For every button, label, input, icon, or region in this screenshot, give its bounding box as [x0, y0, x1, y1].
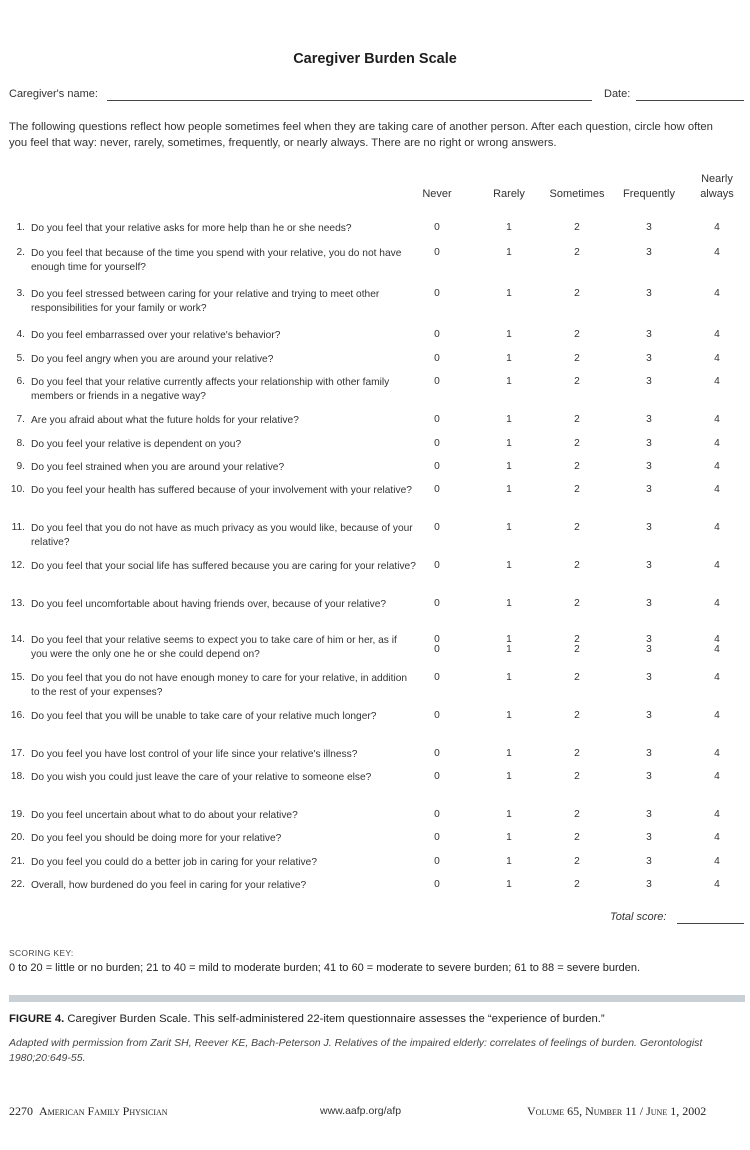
total-score-field[interactable] — [677, 923, 744, 924]
score-option[interactable]: 2 — [574, 288, 580, 299]
score-option[interactable]: 0 — [434, 748, 440, 759]
footer-issue — [527, 1104, 706, 1119]
score-option[interactable]: 0 — [434, 598, 440, 609]
question-number: 7. — [16, 414, 25, 425]
score-option[interactable]: 4 — [714, 222, 720, 233]
scoring-key-text: 0 to 20 = little or no burden; 21 to 40 = mild to moderate burden; 41 to 60 = moderate to severe burden; 61 to 88 = severe burden. — [9, 962, 641, 974]
score-option[interactable]: 4 — [714, 879, 720, 890]
score-option[interactable]: 3 — [646, 748, 652, 759]
score-option[interactable]: 3 — [646, 222, 652, 233]
question-number: 21. — [10, 856, 25, 867]
footer-issue-text: Volume 65, Number 11 / June 1, 2002 — [527, 1104, 707, 1118]
score-option[interactable]: 1 — [506, 856, 512, 867]
score-option[interactable]: 1 — [506, 634, 512, 645]
question-number: 20. — [10, 832, 25, 843]
question-text: Do you wish you could just leave the care of your relative to someone else? — [31, 772, 372, 783]
score-option[interactable]: 3 — [646, 710, 652, 721]
score-option[interactable]: 0 — [434, 634, 440, 645]
score-option[interactable]: 3 — [646, 832, 652, 843]
score-option[interactable]: 1 — [506, 879, 512, 890]
question-text: Do you feel strained when you are around your relative? — [31, 462, 285, 473]
score-option[interactable]: 2 — [574, 832, 580, 843]
score-option[interactable]: 0 — [434, 560, 440, 571]
score-option[interactable]: 0 — [434, 329, 440, 340]
question-text: Do you feel that your social life has suffered because you are caring for your relative? — [31, 561, 416, 572]
question-text: Do you feel stressed between caring for your relative and trying to meet other responsibilities for your family or work? — [31, 289, 380, 314]
score-option[interactable]: 4 — [714, 414, 720, 425]
column-header-2: Rarely — [493, 188, 525, 200]
score-option[interactable]: 2 — [574, 414, 580, 425]
score-option[interactable]: 3 — [646, 672, 652, 683]
score-option[interactable]: 1 — [506, 438, 512, 449]
score-option[interactable]: 4 — [714, 771, 720, 782]
score-option[interactable]: 4 — [714, 748, 720, 759]
score-option[interactable]: 3 — [646, 560, 652, 571]
score-option[interactable]: 0 — [434, 288, 440, 299]
score-option[interactable]: 3 — [646, 879, 652, 890]
score-option[interactable]: 4 — [714, 856, 720, 867]
date-field[interactable] — [636, 100, 744, 101]
score-option[interactable]: 0 — [434, 461, 440, 472]
question-number: 18. — [10, 771, 25, 782]
score-option[interactable]: 2 — [574, 438, 580, 449]
score-option[interactable]: 2 — [574, 376, 580, 387]
question-number: 14. — [10, 634, 25, 645]
footer-page-number: 2270 — [9, 1104, 33, 1118]
score-option[interactable]: 4 — [714, 247, 720, 258]
score-option[interactable]: 2 — [574, 634, 580, 645]
question-text: Overall, how burdened do you feel in caring for your relative? — [31, 880, 307, 891]
score-option[interactable]: 0 — [434, 879, 440, 890]
score-option[interactable]: 3 — [646, 634, 652, 645]
column-header-5: Nearly always — [700, 173, 734, 200]
question-number: 10. — [10, 484, 25, 495]
score-option[interactable]: 1 — [506, 329, 512, 340]
score-option[interactable]: 0 — [434, 522, 440, 533]
question-number: 17. — [10, 748, 25, 759]
question-text: Do you feel that you do not have as much privacy as you would like, because of your relative? — [31, 523, 413, 548]
score-option[interactable]: 1 — [506, 484, 512, 495]
score-option[interactable]: 3 — [646, 353, 652, 364]
question-number: 5. — [16, 353, 25, 364]
score-option[interactable]: 0 — [434, 832, 440, 843]
question-text: Do you feel your health has suffered because of your involvement with your relative? — [31, 485, 412, 496]
question-text: Do you feel that your relative currently affects your relationship with other family members or friends in a negative way? — [31, 377, 390, 402]
score-option[interactable]: 4 — [714, 484, 720, 495]
score-option[interactable]: 2 — [574, 644, 580, 655]
score-option[interactable]: 3 — [646, 484, 652, 495]
score-option[interactable]: 1 — [506, 222, 512, 233]
question-number: 15. — [10, 672, 25, 683]
score-option[interactable]: 3 — [646, 522, 652, 533]
score-option[interactable]: 0 — [434, 353, 440, 364]
score-option[interactable]: 0 — [434, 438, 440, 449]
score-option[interactable]: 4 — [714, 560, 720, 571]
score-option[interactable]: 1 — [506, 644, 512, 655]
score-option[interactable]: 1 — [506, 809, 512, 820]
score-option[interactable]: 4 — [714, 644, 720, 655]
score-option[interactable]: 2 — [574, 710, 580, 721]
score-option[interactable]: 0 — [434, 856, 440, 867]
score-option[interactable]: 1 — [506, 560, 512, 571]
score-option[interactable]: 2 — [574, 672, 580, 683]
figure-label: FIGURE 4. — [9, 1013, 65, 1025]
question-text: Do you feel you have lost control of your life since your relative's illness? — [31, 749, 358, 760]
figure-caption — [9, 1013, 605, 1025]
date-label: Date: — [604, 88, 631, 100]
score-option[interactable]: 3 — [646, 809, 652, 820]
column-header-4: Frequently — [623, 188, 675, 200]
total-score-label: Total score: — [610, 911, 667, 923]
score-option[interactable]: 1 — [506, 672, 512, 683]
question-number: 13. — [10, 598, 25, 609]
caregiver-name-label: Caregiver's name: — [9, 88, 98, 100]
score-option[interactable]: 2 — [574, 598, 580, 609]
score-option[interactable]: 4 — [714, 329, 720, 340]
score-option[interactable]: 4 — [714, 353, 720, 364]
score-option[interactable]: 0 — [434, 644, 440, 655]
caregiver-name-field[interactable] — [107, 100, 592, 101]
score-option[interactable]: 1 — [506, 748, 512, 759]
score-option[interactable]: 4 — [714, 288, 720, 299]
question-number: 4. — [16, 329, 25, 340]
question-text: Do you feel that your relative asks for more help than he or she needs? — [31, 223, 352, 234]
score-option[interactable]: 1 — [506, 710, 512, 721]
score-option[interactable]: 1 — [506, 353, 512, 364]
score-option[interactable]: 1 — [506, 461, 512, 472]
score-option[interactable]: 4 — [714, 376, 720, 387]
question-text: Do you feel that because of the time you spend with your relative, you do not have enough time for yourself? — [31, 248, 402, 273]
column-header-3: Sometimes — [549, 188, 605, 200]
question-text: Do you feel you could do a better job in caring for your relative? — [31, 857, 317, 868]
question-number: 19. — [10, 809, 25, 820]
question-number: 1. — [16, 222, 25, 233]
score-option[interactable]: 3 — [646, 461, 652, 472]
score-option[interactable]: 3 — [646, 771, 652, 782]
score-option[interactable]: 0 — [434, 771, 440, 782]
score-option[interactable]: 3 — [646, 598, 652, 609]
score-option[interactable]: 2 — [574, 484, 580, 495]
question-text: Do you feel embarrassed over your relative's behavior? — [31, 330, 281, 341]
score-option[interactable]: 0 — [434, 414, 440, 425]
figure-caption-text: Caregiver Burden Scale. This self-administered 22-item questionnaire assesses the “experience of burden.” — [67, 1013, 605, 1025]
score-option[interactable]: 2 — [574, 222, 580, 233]
divider-band — [9, 995, 745, 1002]
question-number: 12. — [10, 560, 25, 571]
question-number: 8. — [16, 438, 25, 449]
question-text: Do you feel that you will be unable to take care of your relative much longer? — [31, 711, 377, 722]
figure-attribution: Adapted with permission from Zarit SH, Reever KE, Bach-Peterson J. Relatives of the impaired elderly: correlates of feelings of burden. Gerontologist 1980;20:649-55. — [9, 1037, 703, 1064]
score-option[interactable]: 4 — [714, 461, 720, 472]
score-option[interactable]: 4 — [714, 809, 720, 820]
score-option[interactable]: 4 — [714, 832, 720, 843]
scoring-key-label: SCORING KEY: — [9, 948, 74, 958]
score-option[interactable]: 2 — [574, 461, 580, 472]
score-option[interactable]: 3 — [646, 247, 652, 258]
score-option[interactable]: 2 — [574, 353, 580, 364]
score-option[interactable]: 0 — [434, 710, 440, 721]
score-option[interactable]: 2 — [574, 856, 580, 867]
score-option[interactable]: 4 — [714, 438, 720, 449]
score-option[interactable]: 2 — [574, 809, 580, 820]
score-option[interactable]: 1 — [506, 771, 512, 782]
question-number: 11. — [11, 522, 25, 533]
score-option[interactable]: 3 — [646, 288, 652, 299]
question-text: Do you feel that you do not have enough money to care for your relative, in addition to the rest of your expenses? — [31, 673, 408, 698]
score-option[interactable]: 1 — [506, 376, 512, 387]
score-option[interactable]: 2 — [574, 329, 580, 340]
score-option[interactable]: 0 — [434, 672, 440, 683]
score-option[interactable]: 3 — [646, 329, 652, 340]
score-option[interactable]: 3 — [646, 376, 652, 387]
score-option[interactable]: 0 — [434, 376, 440, 387]
score-option[interactable]: 4 — [714, 598, 720, 609]
score-option[interactable]: 2 — [574, 522, 580, 533]
question-number: 9. — [16, 461, 25, 472]
footer-url[interactable]: www.aafp.org/afp — [320, 1105, 402, 1117]
instructions-text: The following questions reflect how people sometimes feel when they are taking care of another person. After each question, circle how often you feel that way: never, rarely, sometimes, frequently, or nearly always. There are no right or wrong answers. — [9, 121, 713, 149]
score-option[interactable]: 3 — [646, 856, 652, 867]
question-number: 22. — [10, 879, 25, 890]
score-option[interactable]: 1 — [506, 288, 512, 299]
score-option[interactable]: 4 — [714, 634, 720, 645]
score-option[interactable]: 3 — [646, 438, 652, 449]
score-option[interactable]: 3 — [646, 644, 652, 655]
score-option[interactable]: 0 — [434, 222, 440, 233]
score-option[interactable]: 2 — [574, 247, 580, 258]
question-text: Do you feel angry when you are around your relative? — [31, 354, 274, 365]
question-number: 16. — [10, 710, 25, 721]
score-option[interactable]: 2 — [574, 560, 580, 571]
score-option[interactable]: 1 — [506, 414, 512, 425]
question-text: Do you feel uncertain about what to do about your relative? — [31, 810, 298, 821]
question-text: Do you feel you should be doing more for your relative? — [31, 833, 282, 844]
score-option[interactable]: 4 — [714, 672, 720, 683]
score-option[interactable]: 1 — [506, 598, 512, 609]
footer-journal: American Family Physician — [39, 1104, 168, 1118]
score-option[interactable]: 2 — [574, 771, 580, 782]
score-option[interactable]: 0 — [434, 484, 440, 495]
question-text: Do you feel uncomfortable about having friends over, because of your relative? — [31, 599, 387, 610]
score-option[interactable]: 1 — [506, 522, 512, 533]
score-option[interactable]: 0 — [434, 247, 440, 258]
score-option[interactable]: 4 — [714, 710, 720, 721]
footer-left — [9, 1104, 168, 1119]
question-text: Are you afraid about what the future holds for your relative? — [31, 415, 299, 426]
question-number: 2. — [16, 247, 25, 258]
question-text: Do you feel that your relative seems to expect you to take care of him or her, as if you were the only one he or she could depend on? — [31, 635, 397, 660]
column-header-1: Never — [422, 188, 452, 200]
question-text: Do you feel your relative is dependent on you? — [31, 439, 242, 450]
document-title: Caregiver Burden Scale — [293, 51, 457, 67]
question-number: 6. — [16, 376, 25, 387]
question-number: 3. — [16, 288, 25, 299]
score-option[interactable]: 2 — [574, 748, 580, 759]
score-option[interactable]: 1 — [506, 247, 512, 258]
score-option[interactable]: 1 — [506, 832, 512, 843]
score-option[interactable]: 3 — [646, 414, 652, 425]
score-option[interactable]: 2 — [574, 879, 580, 890]
score-option[interactable]: 4 — [714, 522, 720, 533]
score-option[interactable]: 0 — [434, 809, 440, 820]
